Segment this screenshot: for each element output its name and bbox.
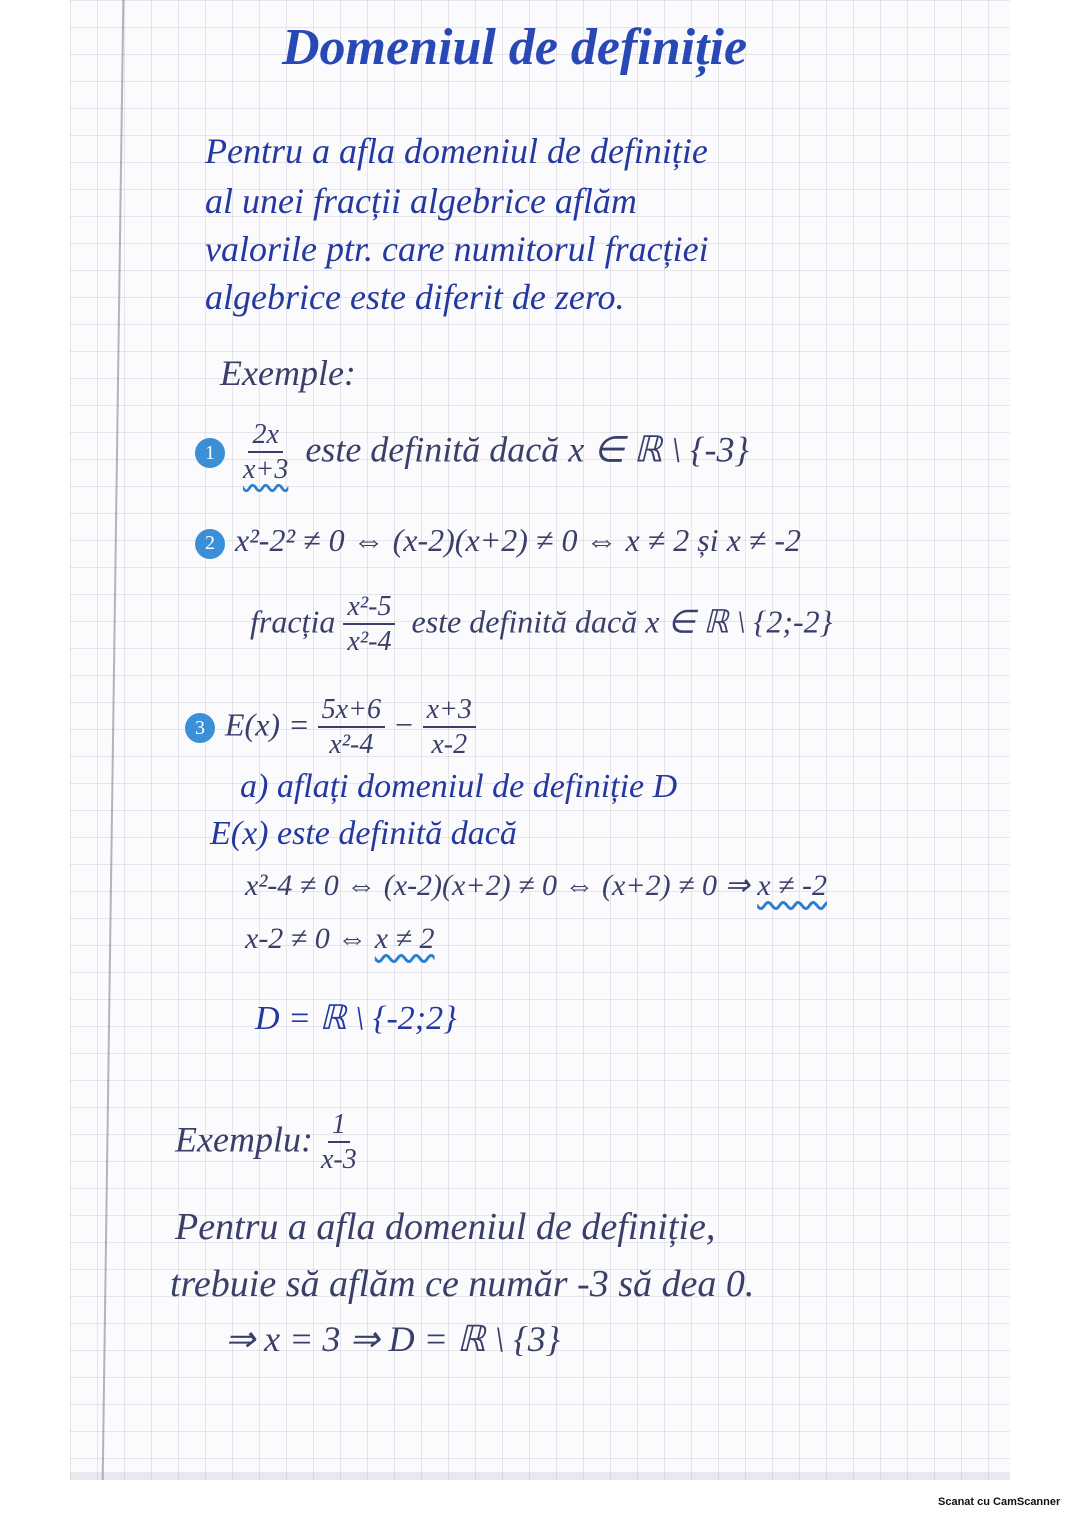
fraction [343,592,395,658]
example-2-line [195,522,801,559]
example-4-result: ⇒ x = 3 ⇒ D = ℝ \ {3} [225,1319,561,1359]
denominator: x-2 [431,728,468,760]
example-2-text: este definită dacă x ∈ ℝ \ {2;-2} [411,603,833,640]
scanner-watermark: Scanat cu CamScanner [938,1496,1061,1508]
numerator: 1 [328,1110,350,1143]
example-3-task: a) aflați domeniul de definiție D [240,768,678,805]
intro-line-1: Pentru a afla domeniul de definiție [205,131,708,171]
prefix: fracția [250,603,336,640]
example-3-step-2 [245,922,435,956]
fraction-1 [318,695,385,761]
minus: − [392,706,415,743]
number-badge: 3 [185,713,215,743]
example-2-equation: x²-2² ≠ 0 ⇔ (x-2)(x+2) ≠ 0 ⇔ x ≠ 2 și x ≠ -2 [235,522,801,558]
example-3-expression [185,695,484,761]
example-1 [195,420,749,486]
example-4-line-1: Pentru a afla domeniul de definiție, [175,1206,716,1248]
intro-line-3: valorile ptr. care numitorul fracției [205,229,709,269]
step-1-result: x ≠ -2 [757,869,827,902]
example-3-step-1 [245,868,827,903]
fraction [321,1110,357,1176]
example-1-text: este definită dacă x ∈ ℝ \ {-3} [305,429,749,470]
denominator: x²-4 [347,625,392,657]
example-4-heading [175,1110,365,1176]
example-3-condition: E(x) este definită dacă [210,815,517,852]
example-4-line-2: trebuie să aflăm ce număr -3 să dea 0. [170,1263,755,1305]
number-badge: 2 [195,529,225,559]
examples-heading: Exemple: [220,353,356,393]
example-2-fraction-line [250,592,832,658]
example-3-domain: D = ℝ \ {-2;2} [255,1000,457,1037]
intro-line-4: algebrice este diferit de zero. [205,277,625,317]
fraction-2 [423,695,476,761]
denominator: x+3 [243,453,289,485]
fraction [243,420,288,486]
heading: Exemplu: [175,1119,313,1160]
numerator: x+3 [423,695,476,728]
page-title: Domeniul de definiție [282,19,748,76]
lhs: E(x) = [225,706,310,743]
intro-line-2: al unei fracții algebrice aflăm [205,181,637,221]
step-1-text: x²-4 ≠ 0 ⇔ (x-2)(x+2) ≠ 0 ⇔ (x+2) ≠ 0 ⇒ [245,869,750,902]
numerator: 5x+6 [318,695,385,728]
page-edge [70,1472,1010,1480]
numerator: 2x [248,420,282,453]
denominator: x²-4 [329,728,374,760]
step-2-text: x-2 ≠ 0 ⇔ [245,922,368,955]
number-badge: 1 [195,438,225,468]
step-2-result: x ≠ 2 [374,922,435,955]
numerator: x²-5 [343,592,395,625]
denominator: x-3 [320,1143,357,1175]
